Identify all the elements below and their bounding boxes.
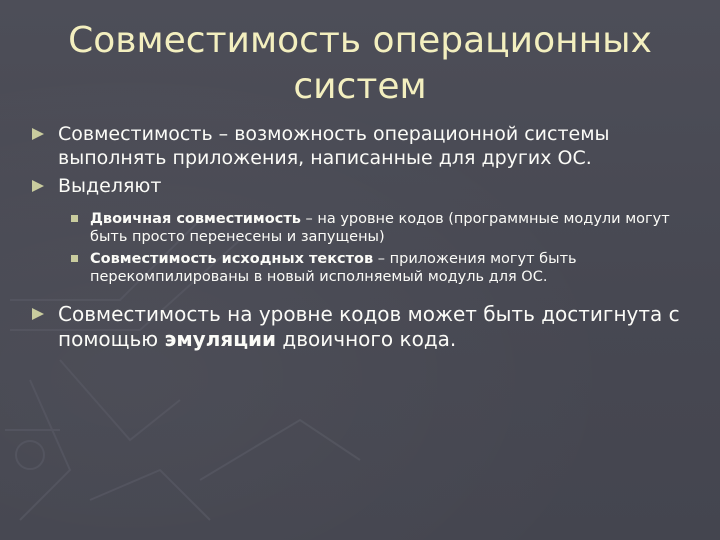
title-line-2: систем <box>293 66 427 107</box>
sub-bullet-text: – на уровне кодов (программные модули могут быть просто перенесены и запущены) <box>90 211 670 245</box>
bullet-compatibility-definition <box>32 122 702 170</box>
sub-bullet-text: – приложения могут быть перекомпилированы в новый исполняемый модуль для ОС. <box>90 251 577 285</box>
square-bullet-icon <box>71 255 78 262</box>
bullet-text: Совместимость – возможность операционной системы выполнять приложения, написанные для других ОС. <box>58 123 610 169</box>
slide-title <box>60 18 660 110</box>
square-bullet-icon <box>71 215 78 222</box>
slide-content <box>32 122 702 356</box>
arrow-bullet-icon <box>32 308 44 320</box>
sub-bullet-binary-compatibility <box>70 210 702 246</box>
sub-bullet-source-compatibility <box>70 250 702 286</box>
arrow-bullet-icon <box>32 180 44 192</box>
sub-bullet-list <box>70 210 702 286</box>
bullet-distinguish <box>32 174 702 198</box>
bullet-text-post: двоичного кода. <box>276 327 457 351</box>
sub-bullet-term: Совместимость исходных текстов <box>90 251 374 267</box>
arrow-bullet-icon <box>32 128 44 140</box>
title-line-1: Совместимость операционных <box>68 20 652 61</box>
sub-bullet-term: Двоичная совместимость <box>90 211 301 227</box>
bullet-text-pre: Совместимость на уровне кодов может быть достигнута с помощью <box>58 302 680 351</box>
bullet-term: эмуляции <box>164 327 277 351</box>
bullet-emulation <box>32 302 702 352</box>
bullet-text: Выделяют <box>58 175 162 197</box>
